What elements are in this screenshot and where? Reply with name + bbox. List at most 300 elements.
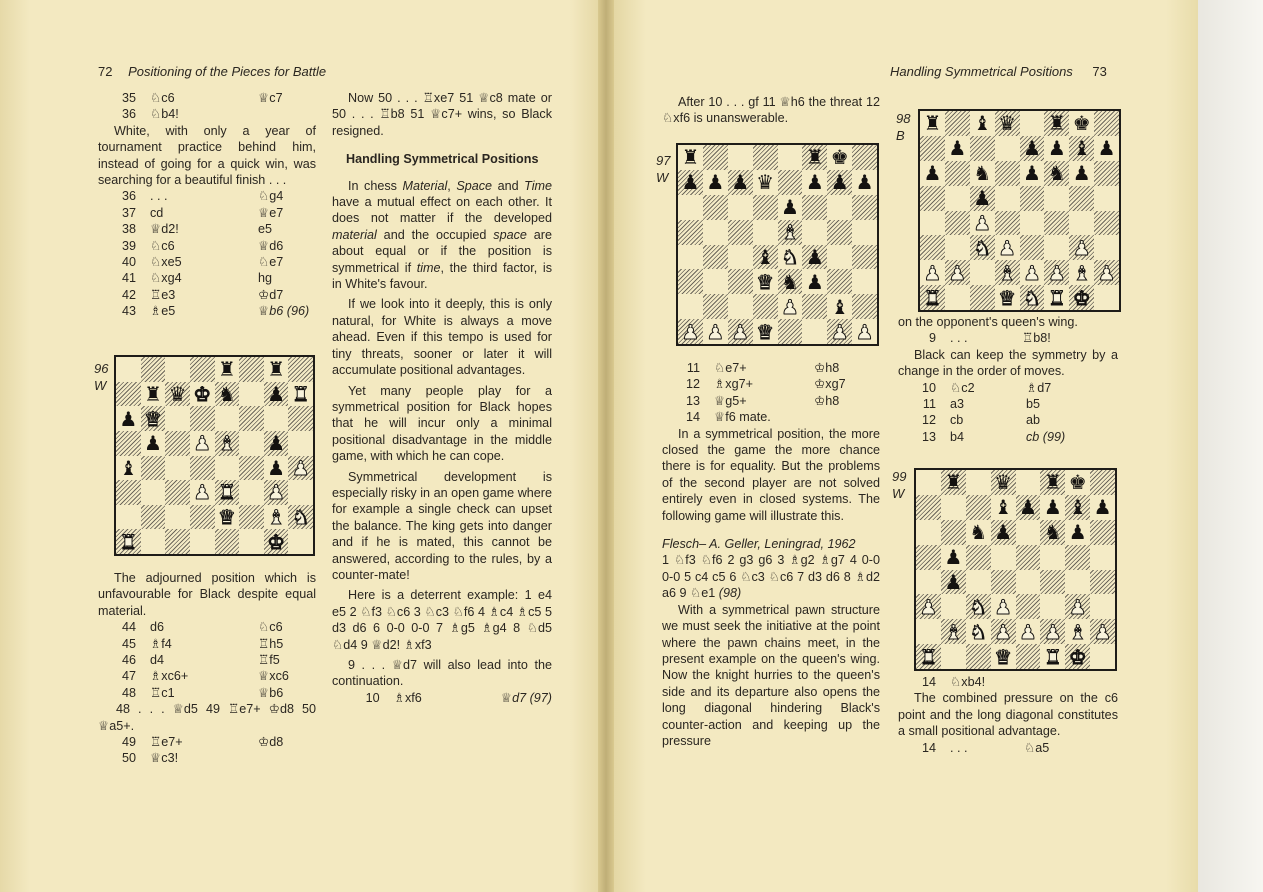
diagram-label-99 xyxy=(892,468,906,502)
board-square xyxy=(753,269,778,294)
board-square xyxy=(778,294,803,319)
paragraph: White, with only a year of tournament practice behind him, instead of going for a quick win, was searching for a beautiful finish . . . xyxy=(98,123,316,188)
white-bishop-icon: ♝ xyxy=(267,505,286,530)
board-square xyxy=(970,211,995,236)
board-square xyxy=(215,480,240,505)
board-square xyxy=(916,570,941,595)
move-row xyxy=(898,396,1118,412)
white-rook-icon: ♜ xyxy=(291,381,310,406)
board-square xyxy=(966,570,991,595)
move-number: 14 xyxy=(685,410,700,425)
board-square xyxy=(239,505,264,530)
board-square xyxy=(165,382,190,407)
move-number: 47 xyxy=(121,669,136,684)
white-pawn-icon: ♟ xyxy=(1022,260,1041,285)
board-square xyxy=(802,170,827,195)
black-move: ♔h8 xyxy=(814,393,840,408)
board-square xyxy=(945,136,970,161)
board-square xyxy=(165,456,190,481)
black-pawn-icon: ♟ xyxy=(1047,136,1066,161)
white-move: cb xyxy=(950,413,964,428)
board-square xyxy=(753,220,778,245)
board-square xyxy=(1069,211,1094,236)
board-square xyxy=(852,319,877,344)
white-pawn-icon: ♟ xyxy=(973,210,992,235)
board-square xyxy=(966,520,991,545)
black-pawn-icon: ♟ xyxy=(1072,161,1091,186)
move-row xyxy=(98,254,316,270)
black-move: ♕b6 (96) xyxy=(258,304,310,319)
white-pawn-icon: ♟ xyxy=(948,260,967,285)
move-row xyxy=(98,668,316,684)
white-bishop-icon: ♝ xyxy=(217,431,236,456)
board-square xyxy=(190,382,215,407)
board-square xyxy=(827,170,852,195)
board-square xyxy=(116,406,141,431)
move-row xyxy=(98,238,316,254)
paragraph: The combined pressure on the c6 point and the long diagonal constitutes a small positional advantage. xyxy=(898,691,1118,739)
move-row xyxy=(662,360,880,376)
board-square xyxy=(970,161,995,186)
board-square xyxy=(916,644,941,669)
white-move: ♘xe5 xyxy=(150,255,182,270)
board-square xyxy=(1090,644,1115,669)
board-square xyxy=(1069,186,1094,211)
white-pawn-icon: ♟ xyxy=(731,319,750,344)
white-knight-icon: ♞ xyxy=(291,505,310,530)
black-pawn-icon: ♟ xyxy=(681,170,700,195)
board-square xyxy=(116,357,141,382)
black-pawn-icon: ♟ xyxy=(267,381,286,406)
board-square xyxy=(753,195,778,220)
white-queen-icon: ♛ xyxy=(998,285,1017,310)
board-square xyxy=(778,319,803,344)
move-number: 46 xyxy=(121,653,136,668)
board-square xyxy=(991,545,1016,570)
black-move: ♖b8! xyxy=(1022,331,1051,346)
black-move: ♖f5 xyxy=(258,653,280,668)
move-row xyxy=(98,188,316,204)
black-pawn-icon: ♟ xyxy=(1097,136,1116,161)
black-move: ♘c6 xyxy=(258,620,283,635)
white-move: ♘e7+ xyxy=(714,361,747,375)
board-square xyxy=(288,529,313,554)
board-square xyxy=(678,245,703,270)
left-running-title: Positioning of the Pieces for Battle xyxy=(128,64,327,79)
paragraph: Yet many people play for a symmetrical position for Black hopes that he will incur only a minimal positional disadvantage in the middle game, with which he can cope. xyxy=(332,383,552,464)
black-pawn-icon: ♟ xyxy=(948,136,967,161)
board-square xyxy=(141,480,166,505)
white-queen-icon: ♛ xyxy=(217,505,236,530)
right-column-2-lower xyxy=(898,674,1118,756)
white-queen-icon: ♛ xyxy=(756,269,775,294)
board-square xyxy=(678,269,703,294)
white-pawn-icon: ♟ xyxy=(830,319,849,344)
black-move: cb (99) xyxy=(1026,429,1066,444)
board-square xyxy=(1044,161,1069,186)
chess-diagram-97 xyxy=(676,143,879,346)
white-pawn-icon: ♟ xyxy=(1093,619,1112,644)
board-square xyxy=(945,260,970,285)
board-square xyxy=(941,644,966,669)
black-king-icon: ♚ xyxy=(1072,111,1091,136)
board-square xyxy=(970,285,995,310)
board-square xyxy=(239,357,264,382)
board-square xyxy=(1016,644,1041,669)
board-square xyxy=(678,220,703,245)
white-move: ♕g5+ xyxy=(714,393,747,408)
board-square xyxy=(239,456,264,481)
board-square xyxy=(995,111,1020,136)
black-move: ♘a5 xyxy=(1024,740,1050,755)
move-note: 48 . . . ♕d5 49 ♖e7+ ♔d8 50 ♕a5+. xyxy=(98,702,316,733)
paragraph: Now 50 . . . ♖xe7 51 ♕c8 mate or 50 . . . ♖b8 51 ♕c7+ wins, so Black resigned. xyxy=(332,91,552,138)
board-square xyxy=(141,382,166,407)
white-bishop-icon: ♝ xyxy=(944,619,963,644)
board-square xyxy=(141,505,166,530)
white-rook-icon: ♜ xyxy=(217,480,236,505)
left-page-number: 72 xyxy=(98,64,113,79)
white-queen-icon: ♛ xyxy=(143,406,162,431)
board-square xyxy=(945,285,970,310)
board-square xyxy=(852,220,877,245)
game-header: Flesch– A. Geller, Leningrad, 1962 xyxy=(662,537,856,552)
move-number: 49 xyxy=(121,735,136,750)
board-square xyxy=(1065,545,1090,570)
board-square xyxy=(827,269,852,294)
board-square xyxy=(703,269,728,294)
move-row xyxy=(98,685,316,701)
move-number: 45 xyxy=(121,636,136,651)
chess-diagram-99 xyxy=(914,468,1117,671)
board-square xyxy=(1044,136,1069,161)
white-move: ♗f4 xyxy=(150,636,172,651)
move-row xyxy=(898,412,1118,428)
board-square xyxy=(852,269,877,294)
board-square xyxy=(995,285,1020,310)
text: and xyxy=(492,178,525,193)
board-square xyxy=(703,245,728,270)
diagram-number: 98 xyxy=(896,111,911,126)
move-number: 36 xyxy=(121,189,136,204)
move-row xyxy=(662,393,880,409)
black-rook-icon: ♜ xyxy=(217,357,236,382)
board-square xyxy=(1094,260,1119,285)
black-move: ♔h8 xyxy=(814,361,840,375)
board-square xyxy=(916,619,941,644)
white-pawn-icon: ♟ xyxy=(681,319,700,344)
black-bishop-icon: ♝ xyxy=(1072,136,1091,161)
board-square xyxy=(728,269,753,294)
board-square xyxy=(1065,520,1090,545)
board-square xyxy=(165,505,190,530)
move-number: 42 xyxy=(121,287,136,302)
board-square xyxy=(941,594,966,619)
white-move: ♗xc6+ xyxy=(150,669,189,684)
move-number: 39 xyxy=(121,238,136,253)
board-square xyxy=(703,195,728,220)
white-queen-icon: ♛ xyxy=(756,319,775,344)
black-bishop-icon: ♝ xyxy=(830,294,849,319)
board-square xyxy=(1090,545,1115,570)
white-move: ♘b4! xyxy=(150,107,179,122)
white-pawn-icon: ♟ xyxy=(994,594,1013,619)
board-square xyxy=(264,406,289,431)
emphasis: Space xyxy=(456,178,493,193)
board-square xyxy=(991,495,1016,520)
board-square xyxy=(116,382,141,407)
white-move: ♘c2 xyxy=(950,380,975,395)
board-square xyxy=(995,260,1020,285)
board-square xyxy=(991,520,1016,545)
board-square xyxy=(941,495,966,520)
board-square xyxy=(141,357,166,382)
right-column-1 xyxy=(662,94,880,127)
board-square xyxy=(728,245,753,270)
board-square xyxy=(966,470,991,495)
board-square xyxy=(827,294,852,319)
board-square xyxy=(1040,470,1065,495)
background-edge xyxy=(1198,0,1263,892)
board-square xyxy=(941,545,966,570)
black-pawn-icon: ♟ xyxy=(267,431,286,456)
black-pawn-icon: ♟ xyxy=(855,170,874,195)
board-square xyxy=(966,619,991,644)
move-row xyxy=(898,740,1118,756)
board-square xyxy=(753,245,778,270)
board-square xyxy=(1020,285,1045,310)
white-pawn-icon: ♟ xyxy=(994,619,1013,644)
right-running-head xyxy=(890,64,1107,79)
move-number: 11 xyxy=(686,361,700,375)
black-move: ♕xc6 xyxy=(258,669,289,684)
move-row xyxy=(98,636,316,652)
white-move: ♖e7+ xyxy=(150,735,183,750)
board-square xyxy=(1094,186,1119,211)
board-square xyxy=(920,111,945,136)
board-square xyxy=(703,319,728,344)
board-square xyxy=(141,406,166,431)
board-square xyxy=(1094,285,1119,310)
white-king-icon: ♚ xyxy=(1072,285,1091,310)
board-square xyxy=(1016,545,1041,570)
white-move: ♘xb4! xyxy=(950,675,986,689)
board-square xyxy=(165,406,190,431)
board-square xyxy=(141,529,166,554)
board-square xyxy=(991,570,1016,595)
white-move: a3 xyxy=(950,397,965,412)
board-square xyxy=(1016,470,1041,495)
move-list xyxy=(98,619,316,701)
right-running-title: Handling Symmetrical Positions xyxy=(890,64,1073,79)
board-square xyxy=(239,406,264,431)
black-pawn-icon: ♟ xyxy=(805,244,824,269)
white-rook-icon: ♜ xyxy=(923,285,942,310)
move-row xyxy=(98,619,316,635)
board-square xyxy=(239,431,264,456)
black-move: ♕d6 xyxy=(258,238,284,253)
black-queen-icon: ♛ xyxy=(756,170,775,195)
board-square xyxy=(116,505,141,530)
board-square xyxy=(190,431,215,456)
board-square xyxy=(802,195,827,220)
move-number: 36 xyxy=(121,107,136,122)
board-square xyxy=(141,431,166,456)
chess-diagram-96 xyxy=(114,355,315,556)
black-rook-icon: ♜ xyxy=(944,470,963,495)
board-square xyxy=(916,520,941,545)
board-square xyxy=(1065,644,1090,669)
black-move: b5 xyxy=(1026,397,1041,412)
board-square xyxy=(920,235,945,260)
board-square xyxy=(1094,136,1119,161)
board-square xyxy=(778,195,803,220)
board-square xyxy=(916,495,941,520)
board-square xyxy=(728,145,753,170)
board-square xyxy=(1094,161,1119,186)
black-pawn-icon: ♟ xyxy=(830,170,849,195)
chess-diagram-98 xyxy=(918,109,1121,312)
board-square xyxy=(802,245,827,270)
black-pawn-icon: ♟ xyxy=(1018,495,1037,520)
board-square xyxy=(1090,570,1115,595)
white-move: cd xyxy=(150,205,164,220)
white-move: d4 xyxy=(150,653,165,668)
white-king-icon: ♚ xyxy=(193,381,212,406)
move-row xyxy=(98,205,316,221)
board-square xyxy=(827,319,852,344)
section-heading: Handling Symmetrical Positions xyxy=(346,152,539,167)
black-rook-icon: ♜ xyxy=(805,145,824,170)
board-square xyxy=(827,145,852,170)
board-square xyxy=(1040,594,1065,619)
board-square xyxy=(1016,619,1041,644)
board-square xyxy=(1065,570,1090,595)
board-square xyxy=(1044,186,1069,211)
board-square xyxy=(703,170,728,195)
black-pawn-icon: ♟ xyxy=(143,431,162,456)
white-move: d6 xyxy=(150,620,165,635)
white-knight-icon: ♞ xyxy=(969,594,988,619)
black-rook-icon: ♜ xyxy=(1047,111,1066,136)
white-bishop-icon: ♝ xyxy=(1068,619,1087,644)
board-square xyxy=(1090,520,1115,545)
black-king-icon: ♚ xyxy=(830,145,849,170)
black-move: ♕e7 xyxy=(258,205,284,220)
move-list xyxy=(662,360,880,426)
board-square xyxy=(966,644,991,669)
board-square xyxy=(920,285,945,310)
board-square xyxy=(852,195,877,220)
board-square xyxy=(995,161,1020,186)
board-square xyxy=(1020,260,1045,285)
paragraph: Symmetrical development is especially risky in an open game where for example a single check can upset the balance. The king gets into danger and if he is mated, this cannot be answered, according to the rules, by a counter-mate! xyxy=(332,469,552,582)
white-move: ♖c1 xyxy=(150,685,175,700)
board-square xyxy=(1094,211,1119,236)
board-square xyxy=(728,195,753,220)
white-pawn-icon: ♟ xyxy=(923,260,942,285)
board-square xyxy=(288,357,313,382)
board-square xyxy=(141,456,166,481)
move-number: 10 xyxy=(921,380,936,395)
board-square xyxy=(264,456,289,481)
board-square xyxy=(190,406,215,431)
move-number: 14 xyxy=(921,675,936,689)
move-number: 35 xyxy=(121,91,136,105)
board-square xyxy=(941,470,966,495)
white-pawn-icon: ♟ xyxy=(1018,619,1037,644)
board-square xyxy=(753,170,778,195)
move-list xyxy=(98,734,316,767)
board-square xyxy=(264,505,289,530)
paragraph: In a symmetrical position, the more closed the game the more chance there is for equality. But the problems of the second player are not solved entirely even in closed systems. The following game will illustrate this. xyxy=(662,426,880,523)
board-square xyxy=(852,294,877,319)
board-square xyxy=(827,195,852,220)
board-square xyxy=(920,161,945,186)
white-move: ♘xg4 xyxy=(150,271,182,286)
board-square xyxy=(678,294,703,319)
black-move: hg xyxy=(258,271,273,286)
board-square xyxy=(802,145,827,170)
move-number: 10 xyxy=(365,690,380,705)
diagram-number: 97 xyxy=(656,153,671,168)
emphasis: material xyxy=(332,227,377,242)
board-square xyxy=(1020,186,1045,211)
white-pawn-icon: ♟ xyxy=(1068,594,1087,619)
text: , the third factor, is in White's favour. xyxy=(332,260,552,292)
black-move: ♗d7 xyxy=(1026,380,1052,395)
white-knight-icon: ♞ xyxy=(780,244,799,269)
black-pawn-icon: ♟ xyxy=(923,161,942,186)
black-knight-icon: ♞ xyxy=(780,269,799,294)
black-move: ♕b6 xyxy=(258,685,284,700)
board-square xyxy=(802,319,827,344)
black-king-icon: ♚ xyxy=(1068,470,1087,495)
board-square xyxy=(991,594,1016,619)
board-square xyxy=(945,211,970,236)
black-rook-icon: ♜ xyxy=(681,145,700,170)
board-square xyxy=(264,431,289,456)
board-square xyxy=(288,505,313,530)
board-square xyxy=(1069,235,1094,260)
board-square xyxy=(190,357,215,382)
board-square xyxy=(264,480,289,505)
move-list xyxy=(98,188,316,319)
board-square xyxy=(778,269,803,294)
black-pawn-icon: ♟ xyxy=(944,569,963,594)
black-rook-icon: ♜ xyxy=(1043,470,1062,495)
black-knight-icon: ♞ xyxy=(969,520,988,545)
board-square xyxy=(678,319,703,344)
black-bishop-icon: ♝ xyxy=(756,244,775,269)
board-square xyxy=(920,136,945,161)
board-square xyxy=(703,145,728,170)
move-row xyxy=(898,674,1118,690)
move-row xyxy=(98,221,316,237)
white-move: ♕d2! xyxy=(150,222,179,237)
move-row xyxy=(662,409,880,425)
board-square xyxy=(288,406,313,431)
move-number: 12 xyxy=(685,377,700,392)
board-square xyxy=(1094,235,1119,260)
board-square xyxy=(215,456,240,481)
black-queen-icon: ♛ xyxy=(994,470,1013,495)
board-square xyxy=(1020,211,1045,236)
paragraph xyxy=(332,178,552,293)
black-bishop-icon: ♝ xyxy=(973,111,992,136)
board-square xyxy=(190,529,215,554)
board-square xyxy=(1044,211,1069,236)
